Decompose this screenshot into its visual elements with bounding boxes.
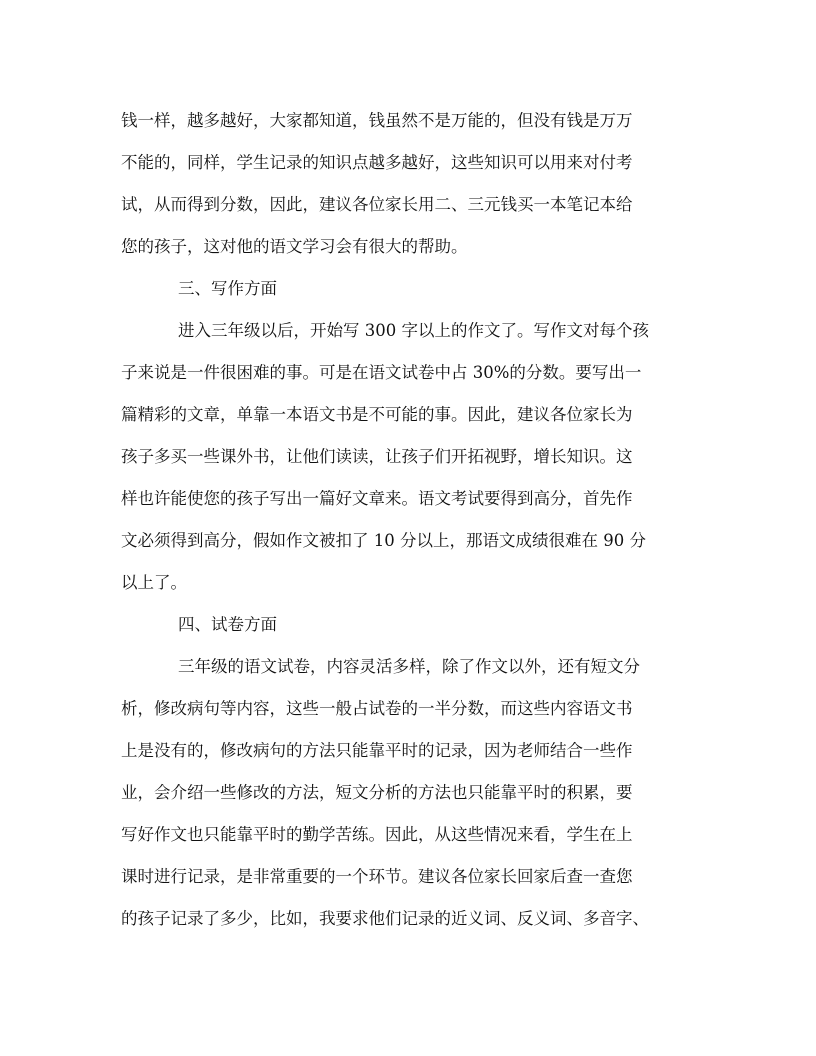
paragraph-line: 文必须得到高分，假如作文被扣了 10 分以上，那语文成绩很难在 90 分	[121, 531, 646, 550]
paragraph-line: 业，会介绍一些修改的方法，短文分析的方法也只能靠平时的积累，要	[121, 783, 633, 802]
paragraph-line: 课时进行记录，是非常重要的一个环节。建议各位家长回家后查一查您	[121, 867, 633, 886]
paragraph-line: 不能的，同样，学生记录的知识点越多越好，这些知识可以用来对付考	[121, 153, 633, 172]
paragraph-line: 孩子多买一些课外书，让他们读读，让孩子们开拓视野，增长知识。这	[121, 447, 633, 466]
paragraph-line: 三年级的语文试卷，内容灵活多样，除了作文以外，还有短文分	[178, 657, 640, 676]
paragraph-line: 子来说是一件很困难的事。可是在语文试卷中占 30%的分数。要写出一	[121, 363, 642, 382]
paragraph-line: 试，从而得到分数，因此，建议各位家长用二、三元钱买一本笔记本给	[121, 195, 633, 214]
section-heading: 三、写作方面	[178, 279, 277, 298]
paragraph-line: 析，修改病句等内容，这些一般占试卷的一半分数，而这些内容语文书	[121, 699, 633, 718]
paragraph-line: 您的孩子，这对他的语文学习会有很大的帮助。	[121, 237, 468, 256]
paragraph-line: 写好作文也只能靠平时的勤学苦练。因此，从这些情况来看，学生在上	[121, 825, 633, 844]
paragraph-line: 钱一样，越多越好，大家都知道，钱虽然不是万能的，但没有钱是万万	[121, 111, 633, 130]
paragraph-line: 进入三年级以后，开始写 300 字以上的作文了。写作文对每个孩	[178, 321, 649, 340]
section-heading: 四、试卷方面	[178, 615, 277, 634]
paragraph-line: 上是没有的，修改病句的方法只能靠平时的记录，因为老师结合一些作	[121, 741, 633, 760]
paragraph-line: 的孩子记录了多少，比如，我要求他们记录的近义词、反义词、多音字、	[121, 909, 649, 928]
paragraph-line: 篇精彩的文章，单靠一本语文书是不可能的事。因此，建议各位家长为	[121, 405, 633, 424]
paragraph-line: 样也许能使您的孩子写出一篇好文章来。语文考试要得到高分，首先作	[121, 489, 633, 508]
paragraph-line: 以上了。	[121, 573, 187, 592]
